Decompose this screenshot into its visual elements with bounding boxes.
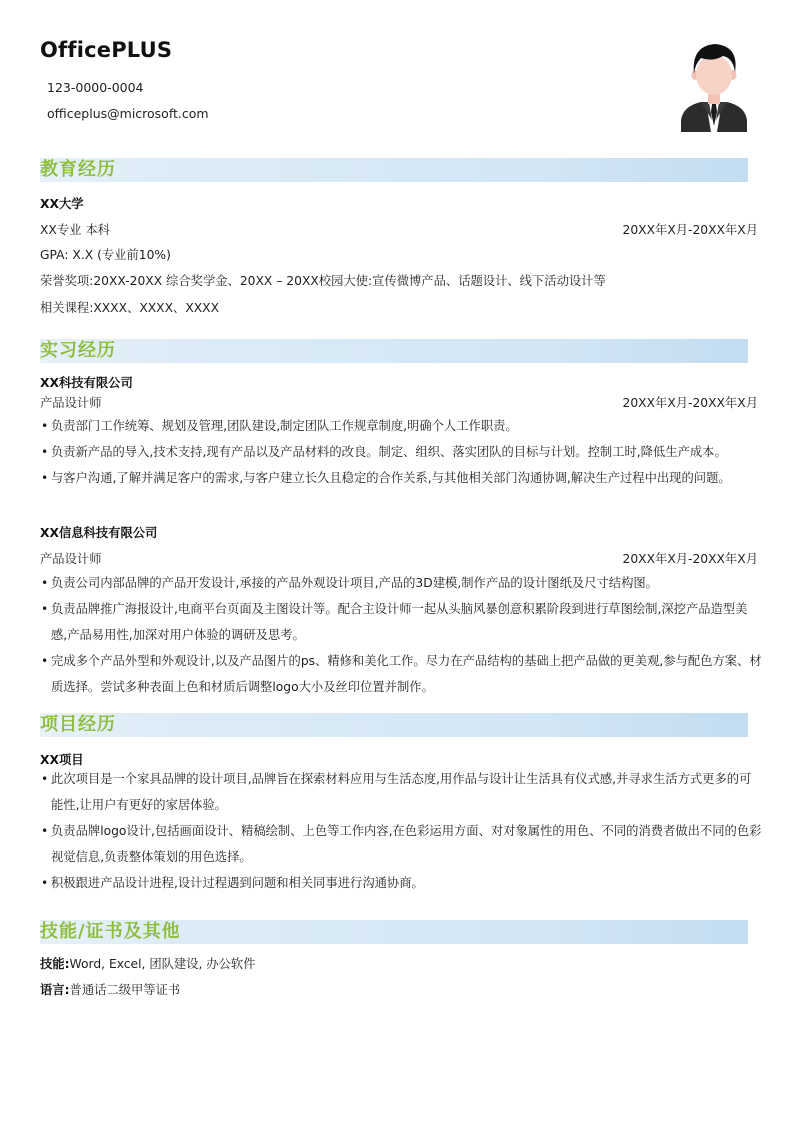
- list-item: • 负责品牌logo设计,包括画面设计、精稿绘制、上色等工作内容,在色彩运用方面、对对象属性的用色、不同的消费者做出不同的色彩视觉信息,负责整体策划的用色选择。: [40, 818, 762, 870]
- bullet-icon: •: [41, 576, 49, 590]
- candidate-name: OfficePLUS: [40, 38, 173, 62]
- section-internship: [40, 339, 748, 363]
- section-title-project: 项目经历: [40, 714, 116, 735]
- bullet-icon: •: [41, 654, 49, 668]
- bullet-icon: •: [41, 602, 49, 616]
- list-item: • 负责品牌推广海报设计,电商平台页面及主图设计等。配合主设计师一起从头脑风暴创意积累阶段到进行草图绘制,深挖产品造型美感,产品易用性,加深对用户体验的调研及思考。: [40, 596, 762, 648]
- honors: 荣誉奖项:20XX-20XX 综合奖学金、20XX – 20XX校园大使:宣传微博产品、话题设计、线下活动设计等: [40, 274, 606, 288]
- gpa: GPA: X.X (专业前10%): [40, 248, 171, 262]
- bullet-icon: •: [41, 772, 49, 786]
- list-item: • 与客户沟通,了解并满足客户的需求,与客户建立长久且稳定的合作关系,与其他相关部门沟通协调,解决生产过程中出现的问题。: [40, 465, 762, 491]
- skills-row: [40, 954, 760, 972]
- bullet-icon: •: [41, 876, 49, 890]
- list-item: • 负责部门工作统筹、规划及管理,团队建设,制定团队工作规章制度,明确个人工作职责。: [40, 413, 762, 439]
- language-row: [40, 980, 760, 998]
- list-item: • 积极跟进产品设计进程,设计过程遇到问题和相关同事进行沟通协商。: [40, 870, 762, 896]
- section-skills: [40, 920, 748, 944]
- email-address: officeplus@microsoft.com: [47, 106, 209, 121]
- section-title-internship: 实习经历: [40, 340, 116, 361]
- list-item: • 完成多个产品外型和外观设计,以及产品图片的ps、精修和美化工作。尽力在产品结构的基础上把产品做的更美观,参与配色方案、材质选择。尝试多种表面上色和材质后调整logo大小及丝印位置并制作。: [40, 648, 762, 700]
- project-name: XX项目: [40, 753, 84, 767]
- company-name: XX信息科技有限公司: [40, 526, 158, 540]
- section-title-education: 教育经历: [40, 159, 116, 180]
- skills-label: 技能:: [40, 957, 70, 971]
- language-label: 语言:: [40, 983, 70, 997]
- language-value: 普通话二级甲等证书: [69, 983, 181, 997]
- phone-number: 123-0000-0004: [47, 80, 144, 95]
- job-date: 20XX年X月-20XX年X月: [622, 396, 758, 410]
- job-role: 产品设计师: [40, 396, 102, 410]
- list-item: • 此次项目是一个家具品牌的设计项目,品牌旨在探索材料应用与生活态度,用作品与设计让生活具有仪式感,并寻求生活方式更多的可能性,让用户有更好的家居体验。: [40, 766, 762, 818]
- list-item: • 负责公司内部品牌的产品开发设计,承接的产品外观设计项目,产品的3D建模,制作产品的设计图纸及尺寸结构图。: [40, 570, 762, 596]
- school-name: XX大学: [40, 197, 84, 211]
- job-role: 产品设计师: [40, 552, 102, 566]
- bullet-icon: •: [41, 471, 49, 485]
- bullet-icon: •: [41, 445, 49, 459]
- avatar-icon: [679, 40, 749, 132]
- bullet-icon: •: [41, 419, 49, 433]
- job-date: 20XX年X月-20XX年X月: [622, 552, 758, 566]
- education-date: 20XX年X月-20XX年X月: [622, 223, 758, 237]
- skills-value: Word, Excel, 团队建设, 办公软件: [69, 957, 256, 971]
- section-project: [40, 713, 748, 737]
- courses: 相关课程:XXXX、XXXX、XXXX: [40, 301, 220, 315]
- company-name: XX科技有限公司: [40, 376, 133, 390]
- section-education: [40, 158, 748, 182]
- bullet-icon: •: [41, 824, 49, 838]
- list-item: • 负责新产品的导入,技术支持,现有产品以及产品材料的改良。制定、组织、落实团队的目标与计划。控制工时,降低生产成本。: [40, 439, 762, 465]
- section-title-skills: 技能/证书及其他: [40, 921, 181, 942]
- major-degree: XX专业 本科: [40, 223, 110, 237]
